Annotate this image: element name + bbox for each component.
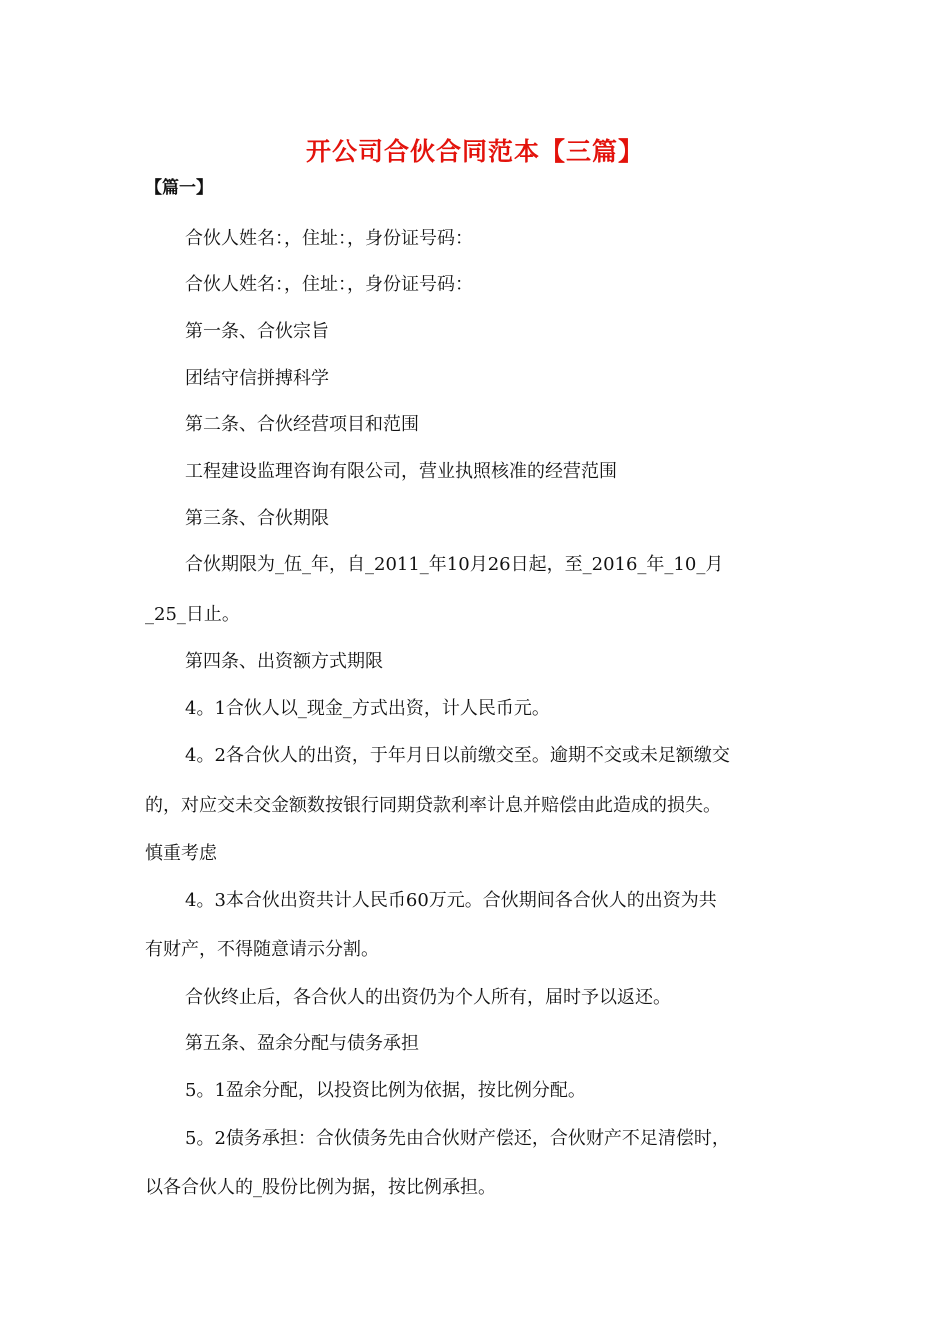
clause-5-1: 5。1盈余分配，以投资比例为依据，按比例分配。: [185, 1080, 586, 1101]
clause-4-3-line-3: 合伙终止后，各合伙人的出资仍为个人所有，届时予以返还。: [185, 987, 671, 1008]
article-2-heading: 第二条、合伙经营项目和范围: [185, 414, 419, 435]
article-4-heading: 第四条、出资额方式期限: [185, 651, 383, 672]
article-1-text: 团结守信拼搏科学: [185, 368, 329, 389]
article-2-text: 工程建设监理咨询有限公司，营业执照核准的经营范围: [185, 461, 617, 482]
clause-4-2-line-2: 的，对应交未交金额数按银行同期贷款利率计息并赔偿由此造成的损失。: [145, 795, 721, 816]
partner-info-line-1: 合伙人姓名：，住址：，身份证号码：: [185, 228, 473, 249]
clause-5-2-line-1: 5。2债务承担：合伙债务先由合伙财产偿还，合伙财产不足清偿时，: [185, 1128, 730, 1149]
clause-4-3-line-2: 有财产，不得随意请示分割。: [145, 939, 379, 960]
document-title: 开公司合伙合同范本【三篇】: [305, 137, 644, 166]
article-1-heading: 第一条、合伙宗旨: [185, 321, 329, 342]
partner-info-line-2: 合伙人姓名：，住址：，身份证号码：: [185, 274, 473, 295]
article-3-text-line-1: 合伙期限为_伍_年，自_2011_年10月26日起，至_2016_年_10_月: [185, 554, 724, 575]
article-3-text-line-2: _25_日止。: [145, 604, 240, 625]
clause-4-2-line-1: 4。2各合伙人的出资，于年月日以前缴交至。逾期不交或未足额缴交: [185, 745, 730, 766]
clause-4-2-line-3: 慎重考虑: [145, 843, 217, 864]
clause-5-2-line-2: 以各合伙人的_股份比例为据，按比例承担。: [145, 1177, 496, 1198]
article-5-heading: 第五条、盈余分配与债务承担: [185, 1033, 419, 1054]
clause-4-3-line-1: 4。3本合伙出资共计人民币60万元。合伙期间各合伙人的出资为共: [185, 890, 717, 911]
article-3-heading: 第三条、合伙期限: [185, 508, 329, 529]
clause-4-1: 4。1合伙人以_现金_方式出资，计人民币元。: [185, 698, 550, 719]
section-heading: 【篇一】: [145, 178, 213, 198]
